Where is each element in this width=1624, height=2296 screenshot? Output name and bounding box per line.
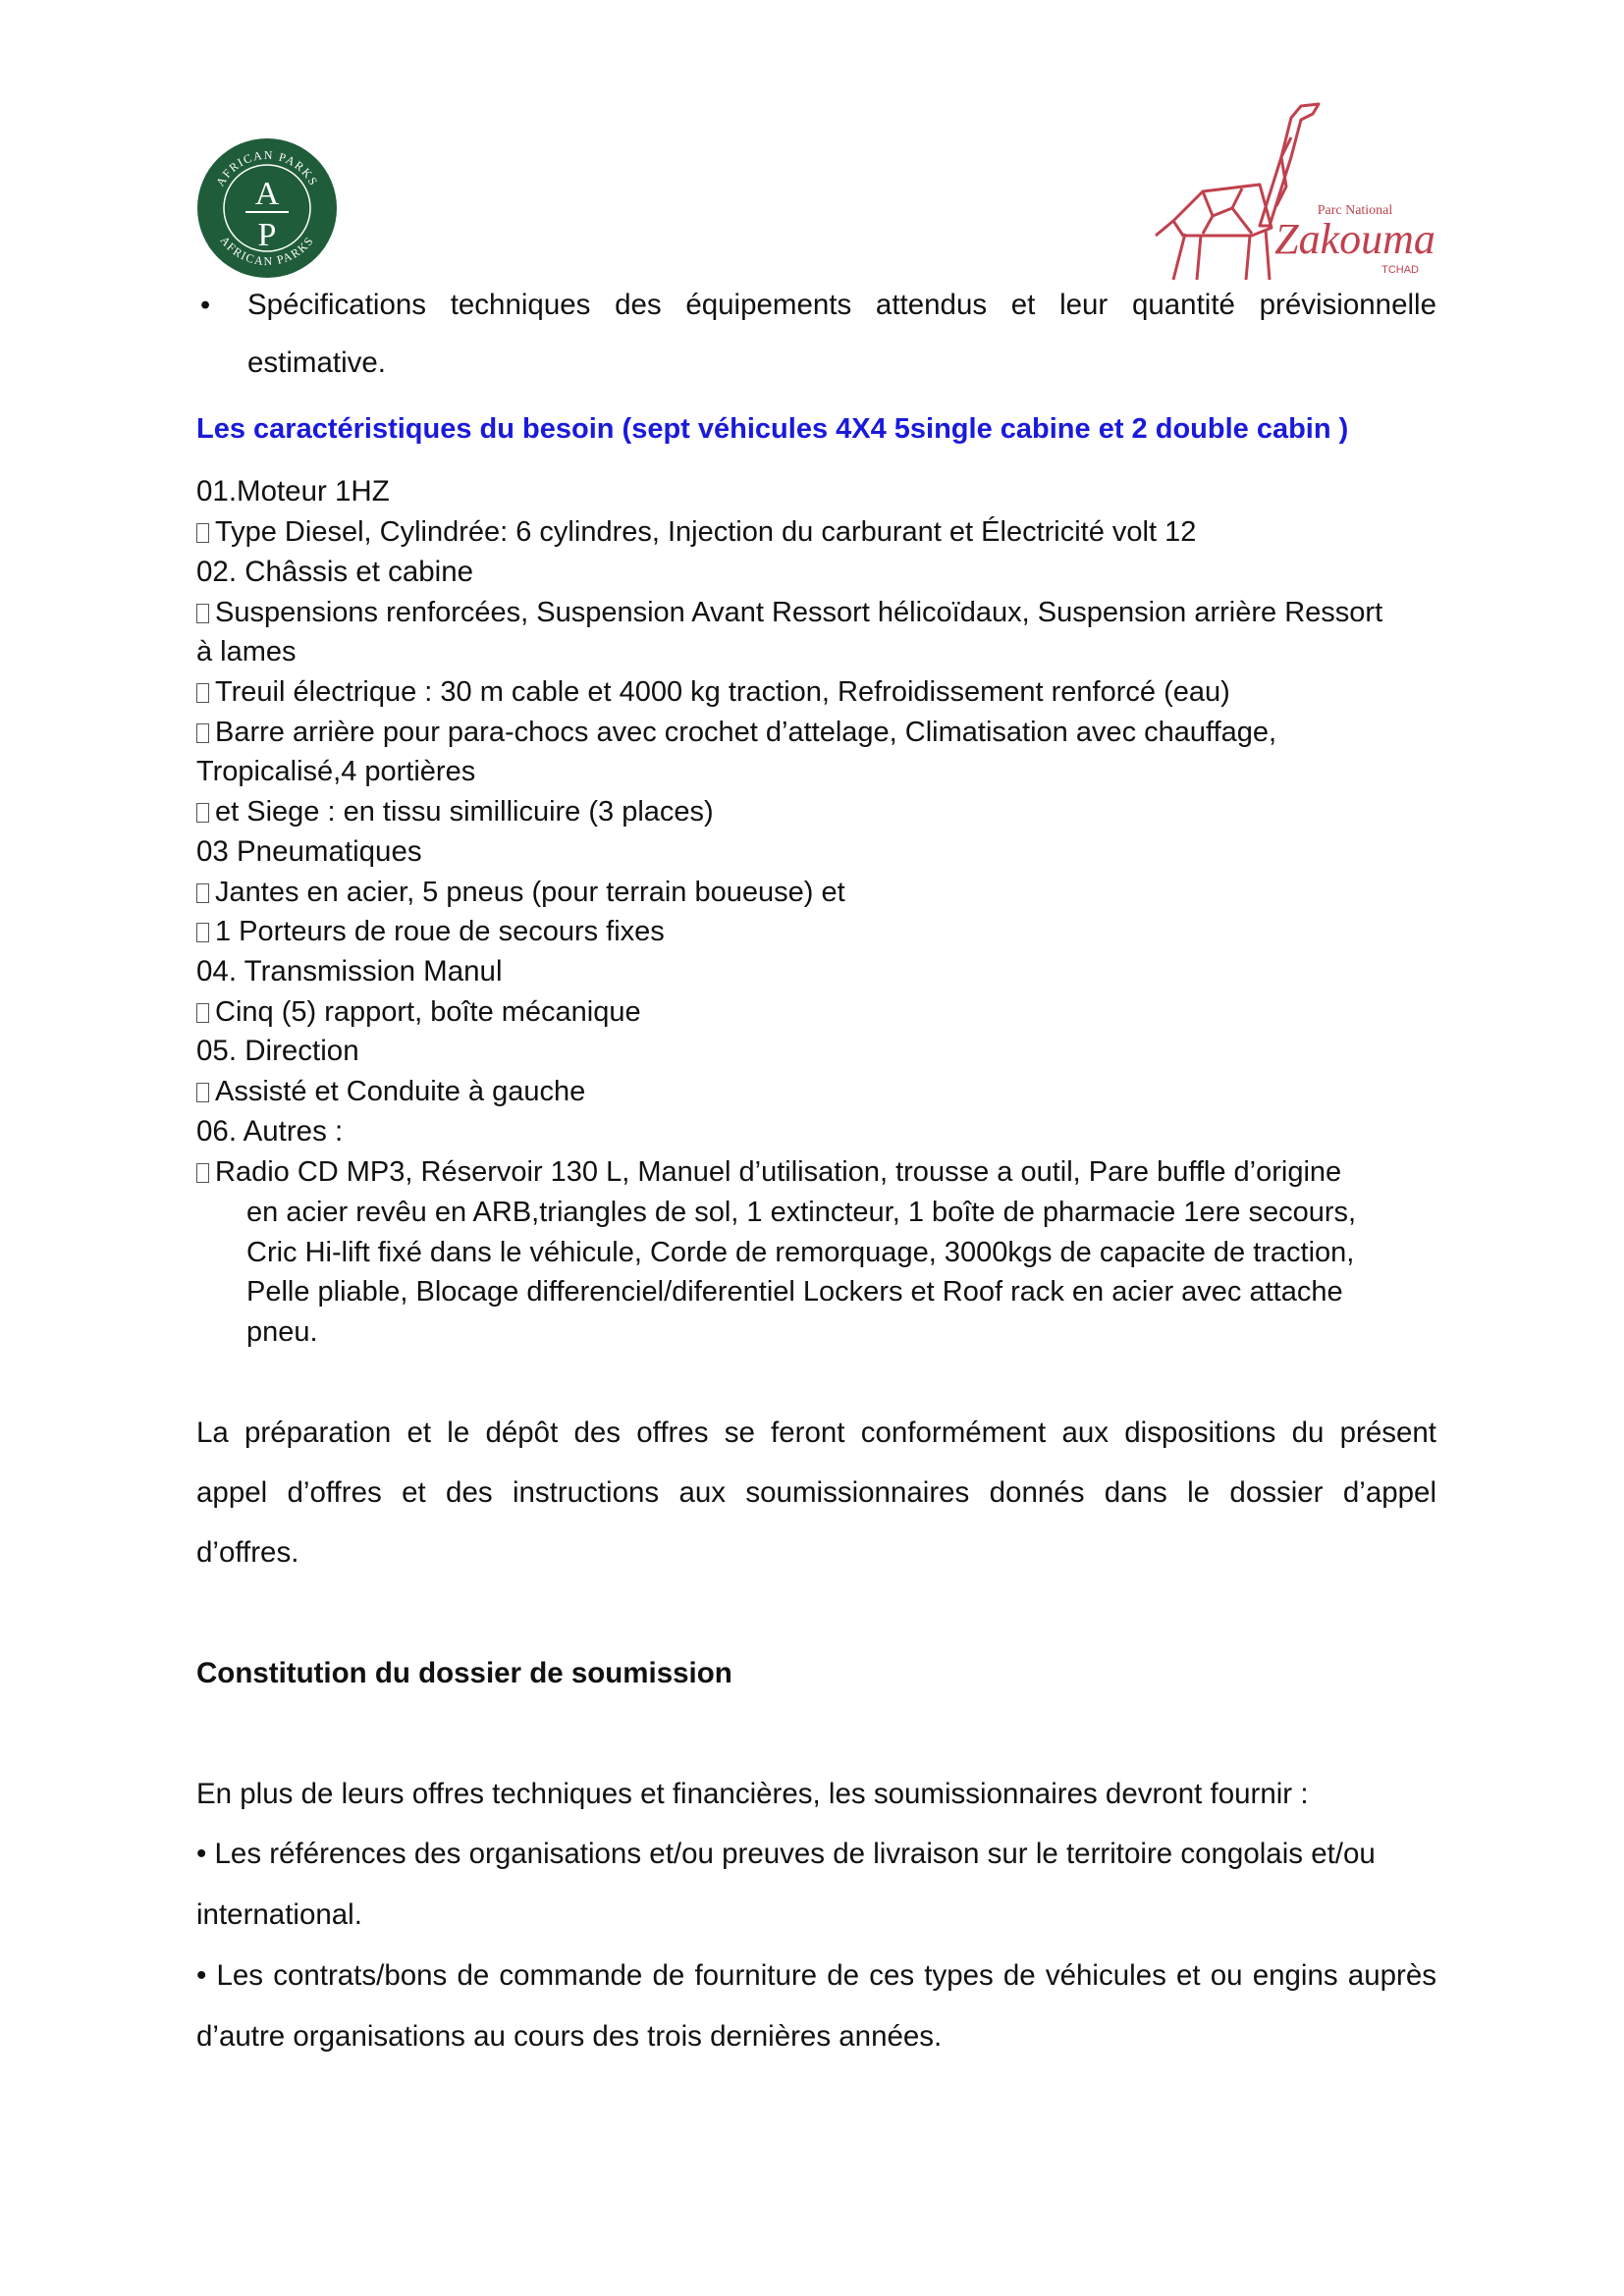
svg-text:AFRICAN PARKS: AFRICAN PARKS (213, 147, 321, 189)
spec-item-text: 1 Porteurs de roue de secours fixes (215, 916, 665, 947)
svg-text:Zakouma: Zakouma (1274, 215, 1435, 263)
checkbox-glyph-icon (196, 723, 209, 743)
checkbox-glyph-icon (196, 1003, 209, 1023)
constitution-bullet-references-cont: international. (196, 1898, 362, 1931)
bullet-icon: • (200, 290, 211, 321)
spec-item-accessories (196, 1152, 1341, 1192)
intro-text-line2: estimative. (247, 347, 386, 379)
african-parks-logo (196, 137, 339, 280)
section-title-transmission: 04. Transmission Manul (196, 955, 503, 988)
spec-item-rims (196, 873, 845, 912)
svg-text:TCHAD: TCHAD (1381, 264, 1419, 276)
checkbox-glyph-icon (196, 523, 209, 543)
section-title-chassis: 02. Châssis et cabine (196, 556, 474, 588)
spec-item-text: Assisté et Conduite à gauche (215, 1076, 586, 1107)
svg-text:Parc National: Parc National (1317, 203, 1393, 218)
spec-item-gearbox (196, 992, 641, 1032)
preparation-paragraph-line2: appel d’offres et des instructions aux soumissionnaires donnés dans le dossier d’appel (196, 1476, 1436, 1509)
spec-item-text: Radio CD MP3, Réservoir 130 L, Manuel d’utilisation, trousse a outil, Pare buffle d’origine (215, 1156, 1342, 1188)
spec-item-winch (196, 672, 1230, 712)
section-title-other: 06. Autres : (196, 1115, 344, 1148)
spec-item-steering (196, 1072, 585, 1111)
checkbox-glyph-icon (196, 1163, 209, 1183)
preparation-paragraph-line3: d’offres. (196, 1536, 299, 1569)
spec-item-text: Type Diesel, Cylindrée: 6 cylindres, Injection du carburant et Électricité volt 12 (215, 516, 1197, 548)
spec-item-engine (196, 512, 1196, 552)
constitution-bullet-references: • Les références des organisations et/ou preuves de livraison sur le territoire congolais et/ou (196, 1838, 1376, 1870)
spec-item-suspension (196, 593, 1382, 632)
spec-item-text: et Siege : en tissu simillicuire (3 places) (215, 796, 714, 828)
spec-item-suspension-cont: à lames (196, 636, 297, 667)
spec-item-text: Cinq (5) rapport, boîte mécanique (215, 996, 641, 1028)
spec-item-seat (196, 792, 714, 831)
spec-item-rear-bar-cont: Tropicalisé,4 portières (196, 756, 476, 787)
intro-text-line1: Spécifications techniques des équipements attendus et leur quantité prévisionnelle (247, 289, 1436, 321)
zakouma-logo (1144, 98, 1438, 285)
section-title-tyres: 03 Pneumatiques (196, 835, 422, 868)
svg-text:P: P (257, 217, 277, 253)
needs-heading: Les caractéristiques du besoin (sept véhicules 4X4 5single cabine et 2 double cabin ) (196, 413, 1349, 445)
checkbox-glyph-icon (196, 604, 209, 623)
section-title-steering: 05. Direction (196, 1035, 359, 1067)
spec-item-spare-wheel (196, 912, 665, 951)
checkbox-glyph-icon (196, 1083, 209, 1102)
constitution-bullet-contracts-cont: d’autre organisations au cours des trois dernières années. (196, 2020, 943, 2053)
constitution-heading: Constitution du dossier de soumission (196, 1657, 732, 1689)
checkbox-glyph-icon (196, 683, 209, 703)
spec-item-rear-bar (196, 713, 1276, 752)
spec-item-accessories-cont: en acier revêu en ARB,triangles de sol, 1 extincteur, 1 boîte de pharmacie 1ere secours, (246, 1197, 1357, 1228)
svg-text:A: A (254, 176, 280, 212)
checkbox-glyph-icon (196, 883, 209, 903)
spec-item-text: Jantes en acier, 5 pneus (pour terrain boueuse) et (215, 877, 845, 908)
spec-item-text: Treuil électrique : 30 m cable et 4000 kg traction, Refroidissement renforcé (eau) (215, 676, 1230, 708)
preparation-paragraph-line1: La préparation et le dépôt des offres se feront conformément aux dispositions du présent (196, 1416, 1436, 1449)
spec-item-accessories-cont: Cric Hi-lift fixé dans le véhicule, Corde de remorquage, 3000kgs de capacite de traction, (246, 1237, 1355, 1268)
checkbox-glyph-icon (196, 923, 209, 942)
section-title-engine: 01.Moteur 1HZ (196, 475, 390, 507)
spec-item-accessories-cont: Pelle pliable, Blocage differenciel/diferentiel Lockers et Roof rack en acier avec attache (246, 1276, 1343, 1308)
constitution-intro: En plus de leurs offres techniques et financières, les soumissionnaires devront fournir : (196, 1778, 1309, 1810)
checkbox-glyph-icon (196, 803, 209, 823)
spec-item-text: Suspensions renforcées, Suspension Avant Ressort hélicoïdaux, Suspension arrière Ressort (215, 597, 1383, 628)
spec-item-accessories-cont: pneu. (246, 1316, 318, 1348)
constitution-bullet-contracts: • Les contrats/bons de commande de fourniture de ces types de véhicules et ou engins auprès (196, 1959, 1436, 1992)
spec-item-text: Barre arrière pour para-chocs avec crochet d’attelage, Climatisation avec chauffage, (215, 717, 1277, 748)
svg-text:AFRICAN PARKS: AFRICAN PARKS (217, 233, 317, 269)
